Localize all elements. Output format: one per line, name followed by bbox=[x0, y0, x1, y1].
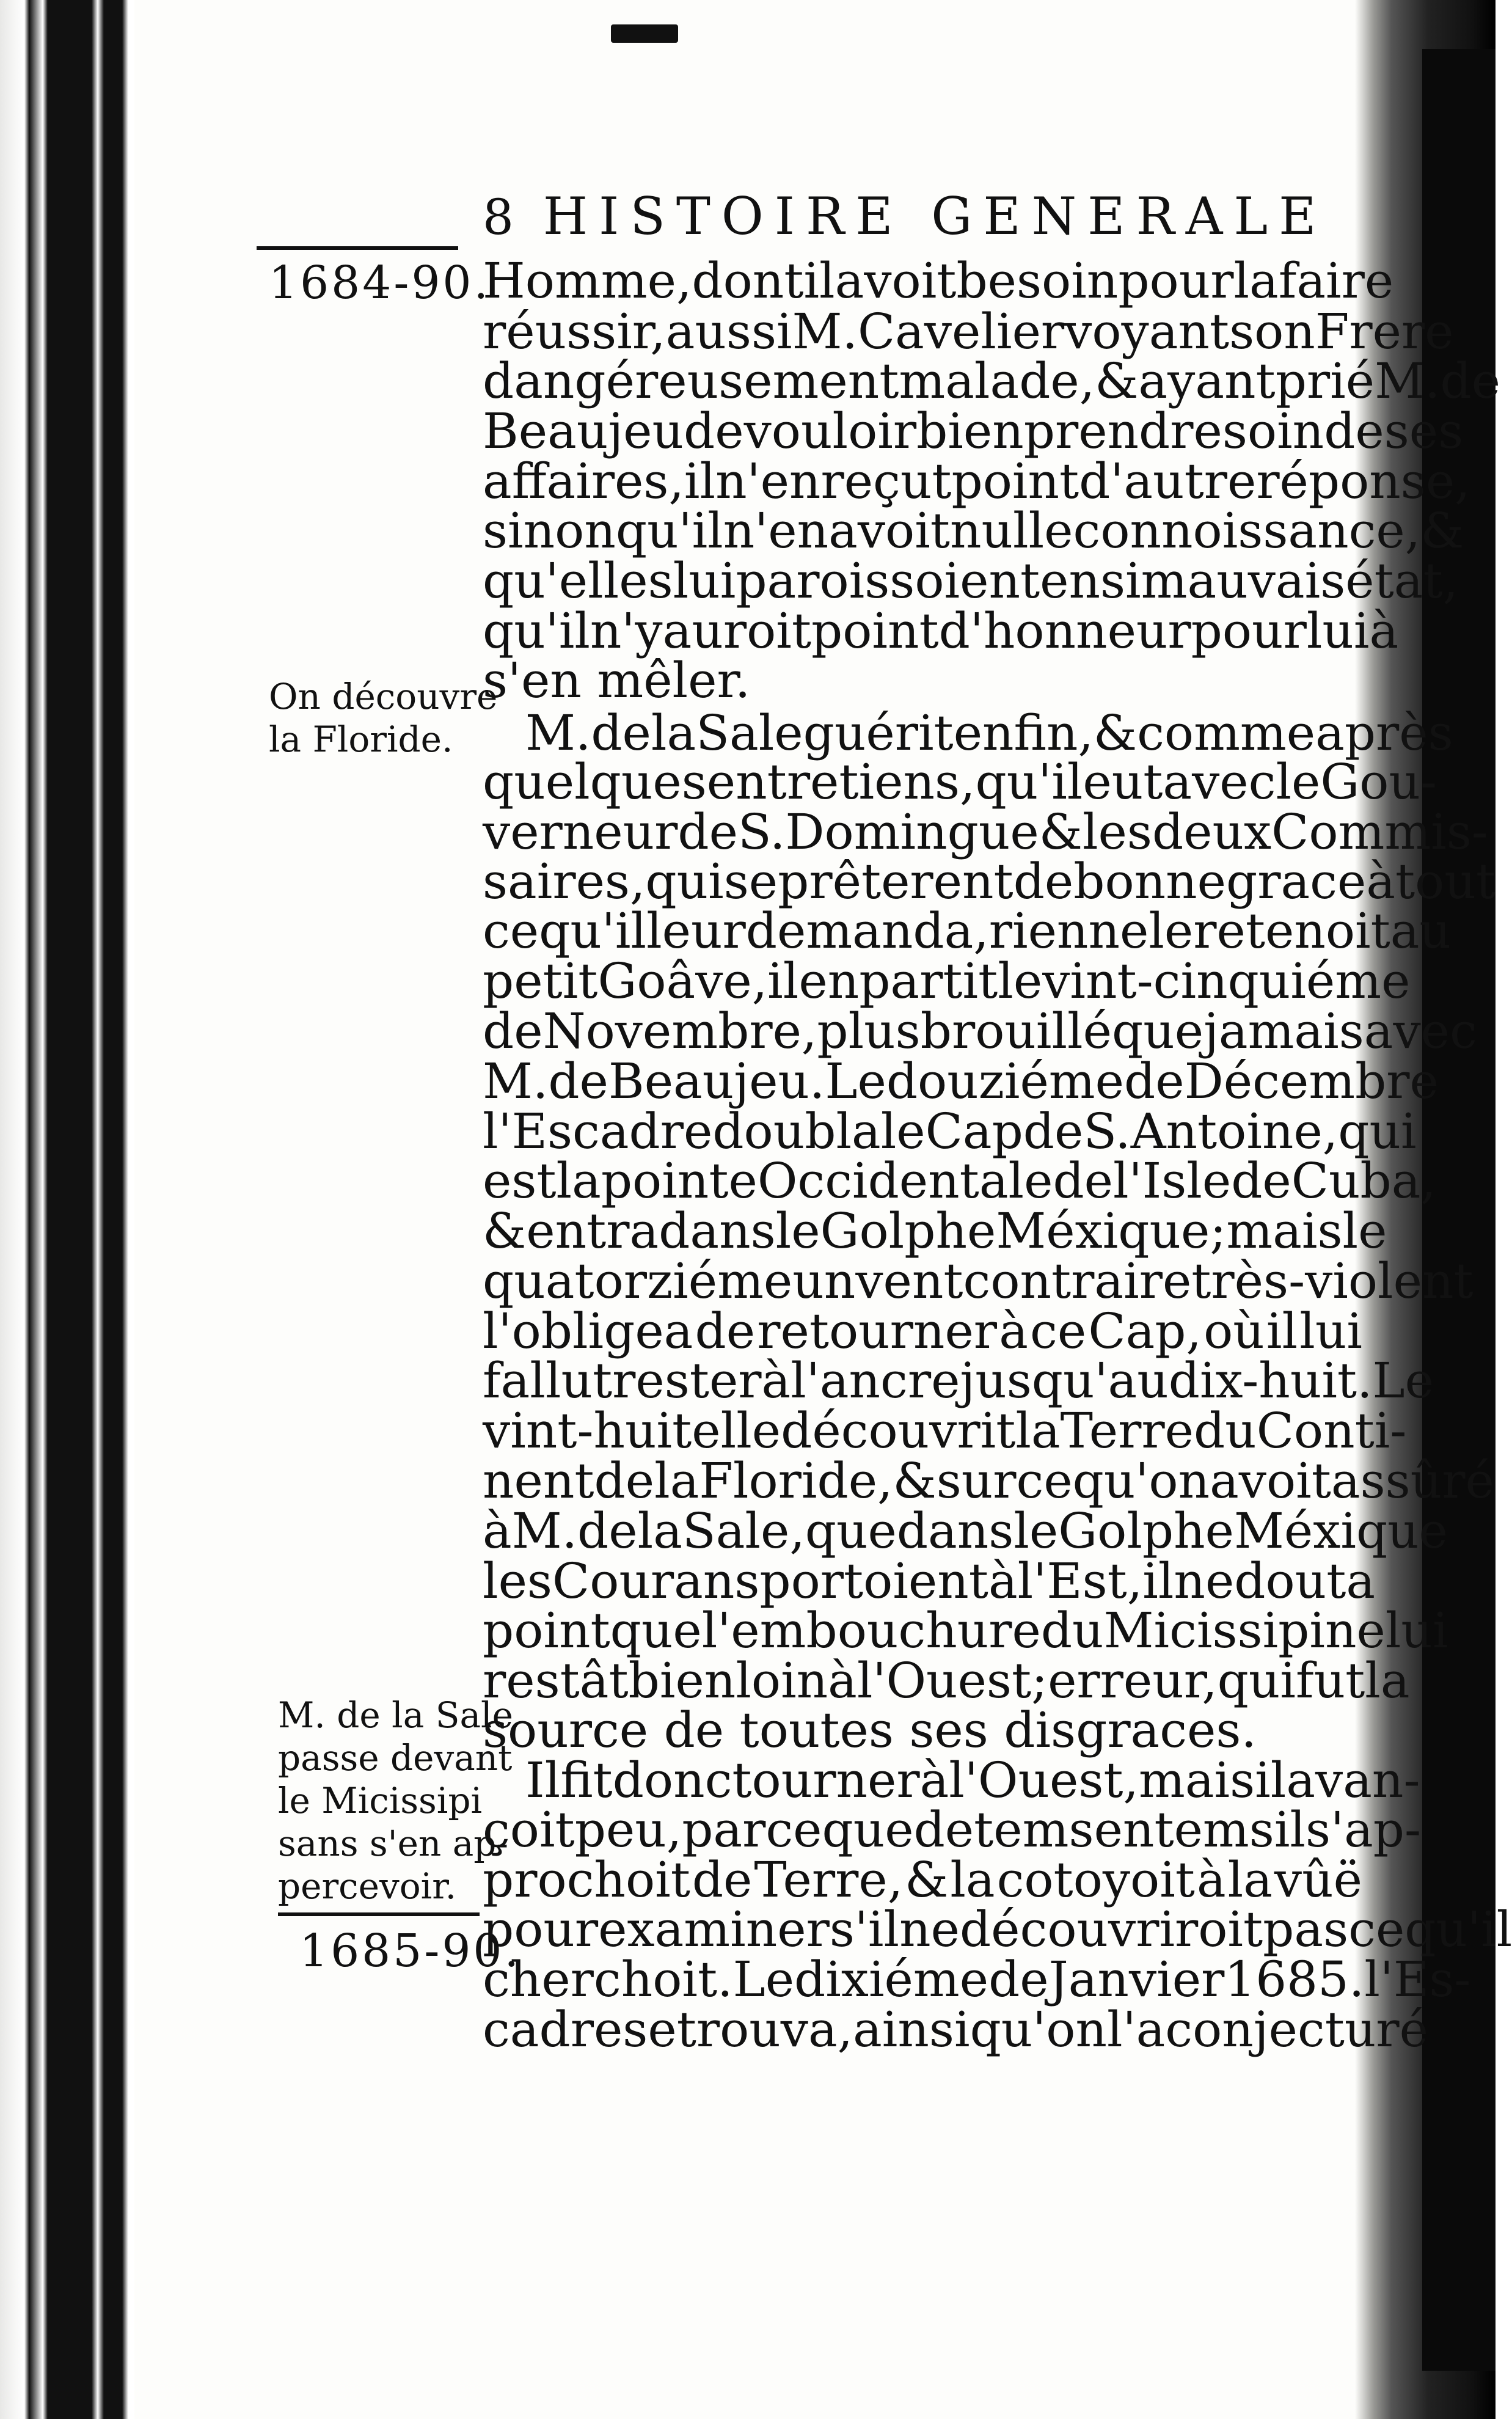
text-line: est la pointe Occidentale de l'Isle de Cuba, bbox=[483, 1152, 1436, 1209]
text-line: dangéreusement malade, & ayant prié M. de bbox=[483, 353, 1500, 409]
page-number: 8 bbox=[483, 189, 514, 246]
date-note-first: 1684-90. bbox=[269, 257, 491, 309]
date-note-second: 1685-90. bbox=[299, 1925, 522, 1977]
margin-note-line: passe devant bbox=[278, 1737, 513, 1779]
text-line: çoit peu, parce que de tems en tems il s'ap- bbox=[483, 1801, 1421, 1858]
text-line: & entra dans le Golphe Méxique; mais le bbox=[483, 1202, 1387, 1259]
text-line: ce qu'il leur demanda, rien ne le retenoit au bbox=[483, 902, 1451, 959]
text-line: nent de la Floride, & sur ce qu'on avoit assûré bbox=[483, 1452, 1494, 1509]
text-line: les Courans portoient à l'Est, il ne douta bbox=[483, 1553, 1376, 1609]
text-line: Beaujeu de vouloir bien prendre soin de ses bbox=[483, 403, 1464, 459]
text-line: s'en mêler. bbox=[483, 652, 751, 709]
text-line: qu'il n'y auroit point d'honneur pour lui à bbox=[483, 602, 1399, 659]
text-line: l'obligea de retourner à ce Cap, où il lui bbox=[483, 1303, 1362, 1360]
text-line: à M. de la Sale, que dans le Golphe Méxique bbox=[483, 1502, 1448, 1559]
text-line: M. de Beaujeu. Le douziéme de Décembre bbox=[483, 1053, 1439, 1110]
text-line: pour examiner s'il ne découvriroit pas ce qu'il bbox=[483, 1901, 1512, 1958]
text-line: M. de la Sale guérit enfin, & comme après bbox=[525, 704, 1453, 761]
printer-mark bbox=[611, 24, 678, 43]
text-line: point que l'embouchure du Micissipi ne lui bbox=[483, 1602, 1448, 1659]
text-line: quatorziéme un vent contraire très-violent bbox=[483, 1253, 1474, 1309]
text-line: Homme, dont il avoit besoin pour la faire bbox=[483, 252, 1394, 309]
margin-note-line: le Micissipi bbox=[278, 1780, 483, 1821]
margin-note-line: la Floride. bbox=[269, 719, 453, 760]
text-line: l'Escadre doubla le Cap de S. Antoine, qui bbox=[483, 1103, 1417, 1160]
text-line: prochoit de Terre, & la cotoyoit à la vûë bbox=[483, 1851, 1362, 1908]
margin-note-line: On découvre bbox=[269, 676, 498, 717]
text-line: vint-huit elle découvrit la Terre du Conti- bbox=[483, 1402, 1407, 1459]
page-binding-edge bbox=[0, 0, 134, 2419]
margin-note-line: sans s'en ap- bbox=[278, 1823, 509, 1864]
text-line: verneur de S. Domingue & les deux Commis- bbox=[483, 803, 1488, 860]
text-line: cadre se trouva, ainsi qu'on l'a conjecturé bbox=[483, 2001, 1428, 2058]
text-line: cherchoit. Le dixiéme de Janvier 1685. l'Es- bbox=[483, 1951, 1471, 2008]
top-margin-rule bbox=[257, 246, 458, 250]
text-line: petit Goâve, il en partit le vint-cinquiéme bbox=[483, 953, 1411, 1009]
text-line: source de toutes ses disgraces. bbox=[483, 1702, 1257, 1758]
running-title: HISTOIRE GENERALE bbox=[542, 186, 1328, 246]
margin-note-micissipi bbox=[278, 1694, 513, 1908]
text-line: de Novembre, plus brouillé que jamais avec bbox=[483, 1003, 1477, 1059]
text-line: fallut rester à l'ancre jusqu'au dix-huit. Le bbox=[483, 1352, 1434, 1409]
bottom-margin-rule bbox=[278, 1912, 480, 1916]
margin-note-line: M. de la Sale bbox=[278, 1694, 513, 1736]
text-line: qu'elles lui paroissoient en si mauvais état, bbox=[483, 552, 1459, 609]
text-line: réussir, aussi M. Cavelier voyant son Frere bbox=[483, 303, 1454, 360]
text-line: restât bien loin à l'Ouest; erreur, qui fut la bbox=[483, 1652, 1410, 1709]
margin-note-line: percevoir. bbox=[278, 1865, 457, 1907]
running-header bbox=[483, 186, 1362, 254]
text-line: Il fit donc tourner à l'Ouest, mais il avan- bbox=[525, 1752, 1420, 1809]
text-line: saires, qui se prêterent de bonne grace à tout bbox=[483, 853, 1496, 910]
text-line: sinon qu'il n'en avoit nulle connoissance, & bbox=[483, 502, 1464, 559]
margin-note-floride bbox=[269, 675, 497, 761]
text-line: quelques entretiens, qu'il eut avec le Gou- bbox=[483, 753, 1437, 810]
text-line: affaires, il n'en reçut point d'autre réponse, bbox=[483, 453, 1470, 510]
